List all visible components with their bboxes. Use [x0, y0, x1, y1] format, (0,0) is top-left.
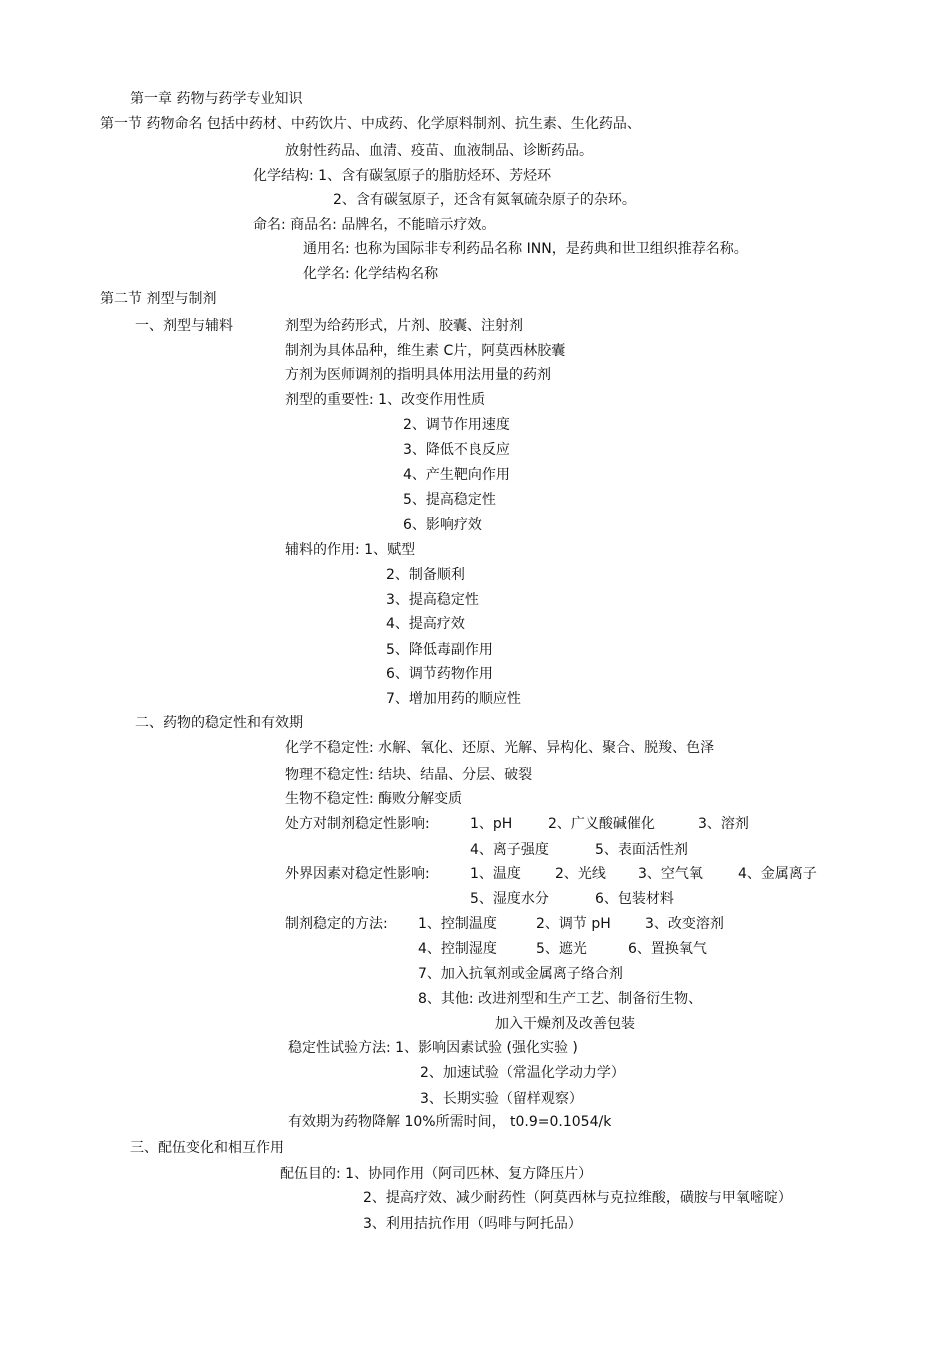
text-line: 物理不稳定性: 结块、结晶、分层、破裂 [285, 767, 533, 783]
list-item: 4、控制湿度 [418, 941, 497, 957]
list-item: 6、调节药物作用 [386, 666, 493, 682]
list-item: 6、置换氧气 [628, 941, 707, 957]
list-item: 6、包装材料 [595, 891, 674, 907]
section-1-heading: 第一节 药物命名 包括中药材、中药饮片、中成药、化学原料制剂、抗生素、生化药品、 [100, 116, 641, 132]
list-item: 7、增加用药的顺应性 [386, 691, 521, 707]
list-item: 2、制备顺利 [386, 567, 465, 583]
text-line: 通用名: 也称为国际非专利药品名称 INN，是药典和世卫组织推荐名称。 [303, 241, 748, 257]
list-item: 2、调节 pH [536, 916, 611, 932]
list-item: 1、pH [470, 816, 513, 832]
text-line: 化学结构: 1、含有碳氢原子的脂肪烃环、芳烃环 [253, 168, 552, 184]
list-item: 3、降低不良反应 [403, 442, 510, 458]
text-line: 化学名: 化学结构名称 [303, 266, 439, 282]
list-item: 2、广义酸碱催化 [548, 816, 655, 832]
list-item: 3、长期实验（留样观察） [420, 1091, 583, 1107]
subsection-heading: 一、剂型与辅料 [135, 318, 233, 334]
text-line: 命名: 商品名: 品牌名，不能暗示疗效。 [253, 217, 496, 233]
list-item: 3、改变溶剂 [645, 916, 724, 932]
list-item: 3、溶剂 [698, 816, 749, 832]
list-item: 4、金属离子 [738, 866, 817, 882]
text-line: 制剂为具体品种，维生素 C片，阿莫西林胶囊 [285, 343, 566, 359]
text-line: 有效期为药物降解 10%所需时间， t0.9=0.1054/k [288, 1114, 612, 1130]
text-line: 化学不稳定性: 水解、氧化、还原、光解、异构化、聚合、脱羧、色泽 [285, 740, 715, 756]
text-line: 2、含有碳氢原子，还含有氮氧硫杂原子的杂环。 [333, 192, 636, 208]
list-item: 4、离子强度 [470, 842, 549, 858]
list-item: 2、调节作用速度 [403, 417, 510, 433]
text-line: 配伍目的: 1、协同作用（阿司匹林、复方降压片） [280, 1166, 593, 1182]
list-item: 1、控制温度 [418, 916, 497, 932]
list-item: 5、湿度水分 [470, 891, 549, 907]
section-2-heading: 第二节 剂型与制剂 [100, 291, 217, 307]
text-line: 处方对制剂稳定性影响: [285, 816, 430, 832]
list-item: 5、降低毒副作用 [386, 642, 493, 658]
list-item: 2、提高疗效、减少耐药性（阿莫西林与克拉维酸，磺胺与甲氧嘧啶） [363, 1190, 792, 1206]
list-item: 3、提高稳定性 [386, 592, 479, 608]
list-item: 3、利用拮抗作用（吗啡与阿托品） [363, 1216, 582, 1232]
list-item: 8、其他: 改进剂型和生产工艺、制备衍生物、 [418, 991, 703, 1007]
list-item: 2、光线 [555, 866, 606, 882]
subsection-heading: 二、药物的稳定性和有效期 [135, 715, 303, 731]
chapter-title: 第一章 药物与药学专业知识 [130, 91, 303, 107]
list-item: 3、空气氧 [638, 866, 703, 882]
text-line: 方剂为医师调剂的指明具体用法用量的药剂 [285, 367, 551, 383]
text-line: 放射性药品、血清、疫苗、血液制品、诊断药品。 [285, 143, 593, 159]
text-line: 生物不稳定性: 酶败分解变质 [285, 791, 463, 807]
text-line: 剂型的重要性: 1、改变作用性质 [285, 392, 486, 408]
text-line: 加入干燥剂及改善包装 [495, 1016, 635, 1032]
text-line: 剂型为给药形式，片剂、胶囊、注射剂 [285, 318, 523, 334]
text-line: 辅料的作用: 1、赋型 [285, 542, 416, 558]
list-item: 5、遮光 [536, 941, 587, 957]
text-line: 制剂稳定的方法: [285, 916, 388, 932]
list-item: 6、影响疗效 [403, 517, 482, 533]
list-item: 5、提高稳定性 [403, 492, 496, 508]
text-line: 外界因素对稳定性影响: [285, 866, 430, 882]
list-item: 1、温度 [470, 866, 521, 882]
list-item: 7、加入抗氧剂或金属离子络合剂 [418, 966, 623, 982]
text-line: 稳定性试验方法: 1、影响因素试验 (强化实验 ) [288, 1040, 578, 1056]
list-item: 2、加速试验（常温化学动力学） [420, 1065, 625, 1081]
list-item: 4、提高疗效 [386, 616, 465, 632]
list-item: 4、产生靶向作用 [403, 467, 510, 483]
subsection-heading: 三、配伍变化和相互作用 [130, 1140, 284, 1156]
list-item: 5、表面活性剂 [595, 842, 688, 858]
